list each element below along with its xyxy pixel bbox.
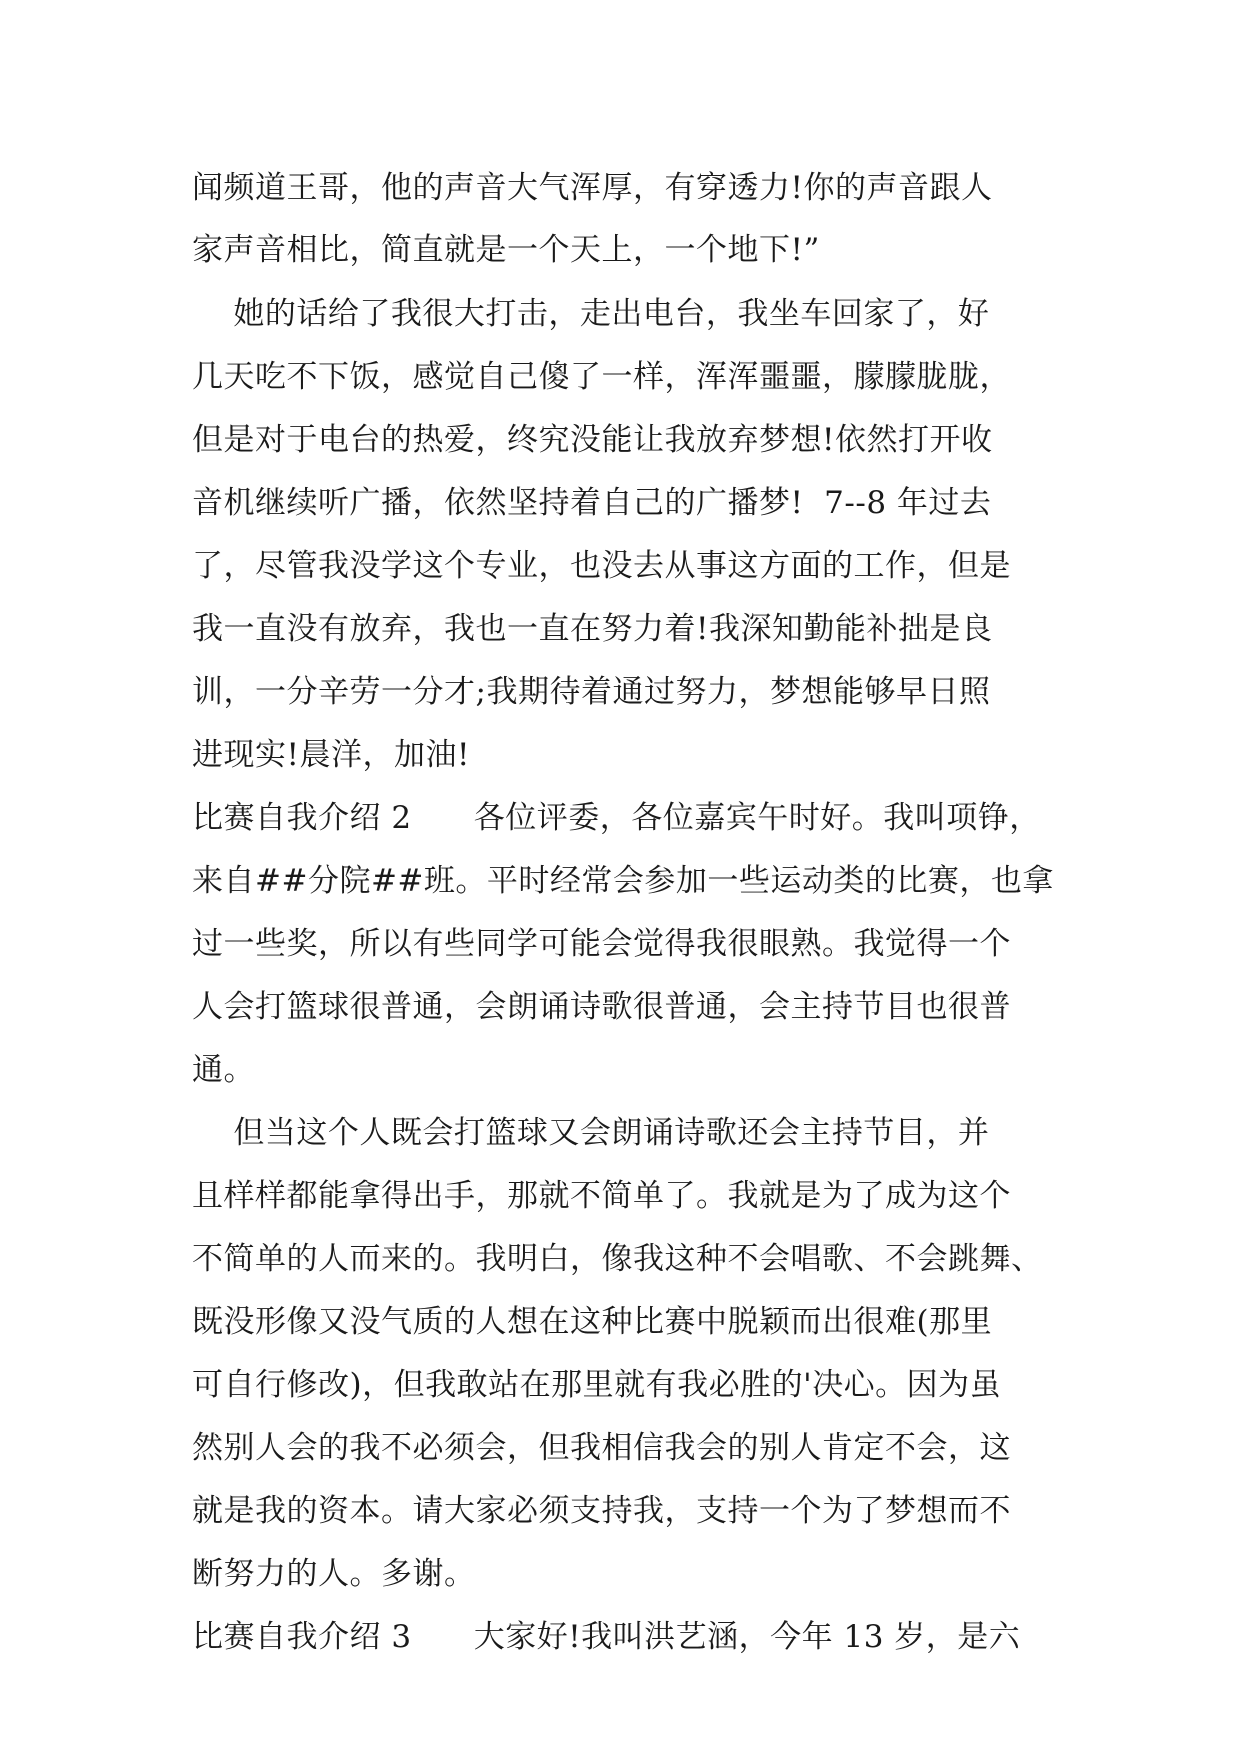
text-line: 闻频道王哥，他的声音大气浑厚，有穿透力!你的声音跟人 bbox=[192, 170, 993, 206]
text-line: 既没形像又没气质的人想在这种比赛中脱颖而出很难(那里 bbox=[192, 1304, 993, 1340]
text-line: 然别人会的我不必须会，但我相信我会的别人肯定不会，这 bbox=[192, 1430, 1011, 1466]
text-line: 家声音相比，简直就是一个天上，一个地下!” bbox=[192, 232, 820, 268]
section-heading-line: 比赛自我介绍 2 各位评委，各位嘉宾午时好。我叫项铮， bbox=[192, 800, 1041, 836]
text-line: 音机继续听广播，依然坚持着自己的广播梦! 7--8 年过去 bbox=[192, 485, 992, 521]
text-line: 人会打篮球很普通，会朗诵诗歌很普通，会主持节目也很普 bbox=[192, 989, 1011, 1025]
text-line: 训，一分辛劳一分才;我期待着通过努力，梦想能够早日照 bbox=[192, 674, 991, 710]
text-line: 不简单的人而来的。我明白，像我这种不会唱歌、不会跳舞、 bbox=[192, 1241, 1043, 1277]
text-line: 就是我的资本。请大家必须支持我，支持一个为了梦想而不 bbox=[192, 1493, 1011, 1529]
text-line: 进现实!晨洋，加油! bbox=[192, 737, 470, 773]
text-line: 几天吃不下饭，感觉自己傻了一样，浑浑噩噩，朦朦胧胧， bbox=[192, 359, 1011, 395]
text-line: 了，尽管我没学这个专业，也没去从事这方面的工作，但是 bbox=[192, 548, 1011, 584]
paragraph-first-line: 但当这个人既会打篮球又会朗诵诗歌还会主持节目，并 bbox=[192, 1115, 990, 1151]
text-line: 但是对于电台的热爱，终究没能让我放弃梦想!依然打开收 bbox=[192, 422, 993, 458]
text-line: 来自##分院##班。平时经常会参加一些运动类的比赛，也拿 bbox=[192, 863, 1054, 899]
text-line: 过一些奖，所以有些同学可能会觉得我很眼熟。我觉得一个 bbox=[192, 926, 1011, 962]
section-heading-line: 比赛自我介绍 3 大家好!我叫洪艺涵，今年 13 岁，是六 bbox=[192, 1619, 1021, 1655]
text-line: 我一直没有放弃，我也一直在努力着!我深知勤能补拙是良 bbox=[192, 611, 993, 647]
text-line: 可自行修改)，但我敢站在那里就有我必胜的'决心。因为虽 bbox=[192, 1367, 1002, 1403]
text-line: 通。 bbox=[192, 1052, 255, 1088]
paragraph-first-line: 她的话给了我很大打击，走出电台，我坐车回家了，好 bbox=[192, 296, 990, 332]
text-line: 且样样都能拿得出手，那就不简单了。我就是为了成为这个 bbox=[192, 1178, 1011, 1214]
text-line: 断努力的人。多谢。 bbox=[192, 1556, 476, 1592]
